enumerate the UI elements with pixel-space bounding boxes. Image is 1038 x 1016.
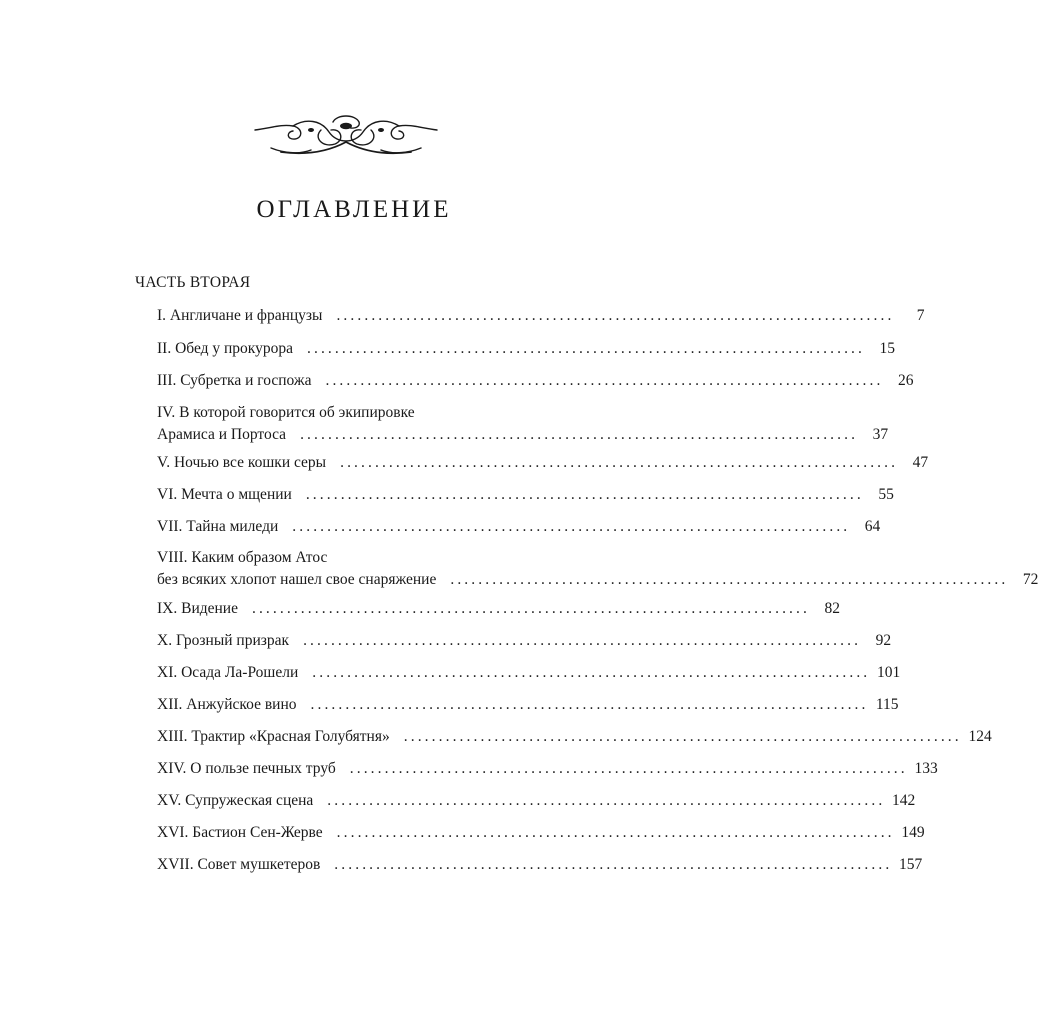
- entry-title: XI. Осада Ла-Рошели: [157, 664, 299, 681]
- entry-page-number: 115: [875, 696, 899, 713]
- entry-title: Арамиса и Портоса: [157, 426, 287, 443]
- entry-title: III. Субретка и госпожа: [157, 372, 312, 389]
- entry-title-line-1: VIII. Каким образом Атос: [157, 549, 328, 566]
- entry-page-number: 133: [914, 760, 938, 777]
- entry-title: XIV. О пользе печных труб: [157, 760, 336, 777]
- entry-page-number: 92: [875, 632, 892, 649]
- dot-leader: ................................................................................: [340, 454, 899, 471]
- entry-title: VII. Тайна миледи: [157, 518, 279, 535]
- entry-title: XIII. Трактир «Красная Голубятня»: [157, 728, 390, 745]
- dot-leader: ................................................................................: [334, 856, 893, 873]
- entry-page-number: 64: [864, 518, 881, 535]
- dot-leader: ................................................................................: [450, 571, 1009, 588]
- entry-title: XV. Супружеская сцена: [157, 792, 314, 809]
- flourish-ornament-icon: [251, 108, 441, 158]
- dot-leader: ................................................................................: [327, 792, 886, 809]
- toc-entry: [157, 370, 914, 392]
- entry-title: X. Грозный призрак: [157, 632, 290, 649]
- dot-leader: ................................................................................: [325, 372, 884, 389]
- entry-title: VI. Мечта о мщении: [157, 486, 292, 503]
- toc-entry: [157, 726, 992, 748]
- toc-entry: [157, 402, 889, 446]
- entry-page-number: 15: [879, 340, 895, 357]
- toc-entry: [157, 305, 925, 327]
- entry-page-number: 47: [912, 454, 929, 471]
- toc-entry: [157, 630, 892, 652]
- entry-page-number: 149: [901, 824, 925, 841]
- dot-leader: ................................................................................: [305, 486, 864, 503]
- dot-leader: ................................................................................: [251, 600, 810, 617]
- entry-page-number: 55: [878, 486, 894, 503]
- toc-entry: [157, 452, 929, 474]
- entry-title: IX. Видение: [157, 600, 238, 617]
- entry-title: XII. Анжуйское вино: [157, 696, 297, 713]
- entry-title: V. Ночью все кошки серы: [157, 454, 327, 471]
- entry-page-number: 124: [968, 728, 992, 745]
- page-title: ОГЛАВЛЕНИЕ: [256, 196, 452, 223]
- toc-entry: [157, 516, 881, 538]
- part-heading: ЧАСТЬ ВТОРАЯ: [135, 274, 251, 291]
- toc-entry: [157, 484, 894, 506]
- entry-page-number: 101: [877, 664, 901, 681]
- toc-entry: [157, 338, 895, 360]
- toc-entry: [157, 790, 916, 812]
- entry-page-number: 72: [1022, 571, 1038, 588]
- entry-title: без всяких хлопот нашел свое снаряжение: [157, 571, 437, 588]
- dot-leader: ................................................................................: [349, 760, 908, 777]
- toc-entry: [157, 662, 901, 684]
- dot-leader: ................................................................................: [336, 824, 895, 841]
- entry-page-number: 82: [824, 600, 840, 617]
- toc-entry: [157, 854, 923, 876]
- entry-page-number: 157: [899, 856, 923, 873]
- dot-leader: ................................................................................: [312, 664, 871, 681]
- entry-page-number: 7: [916, 307, 925, 324]
- dot-leader: ................................................................................: [336, 307, 895, 324]
- entry-title: I. Англичане и французы: [157, 307, 323, 324]
- entry-title-line-1: IV. В которой говорится об экипировке: [157, 404, 415, 421]
- dot-leader: ................................................................................: [303, 632, 862, 649]
- dot-leader: ................................................................................: [292, 518, 851, 535]
- toc-entry: [157, 822, 925, 844]
- dot-leader: ................................................................................: [403, 728, 962, 745]
- toc-entry: [157, 694, 899, 716]
- toc-entry: [157, 758, 938, 780]
- entry-page-number: 37: [872, 426, 889, 443]
- toc-entry: [157, 598, 840, 620]
- toc-entry: [157, 547, 1038, 591]
- entry-title: XVI. Бастион Сен-Жерве: [157, 824, 323, 841]
- dot-leader: ................................................................................: [307, 340, 865, 357]
- entry-title: XVII. Совет мушкетеров: [157, 856, 321, 873]
- dot-leader: ................................................................................: [310, 696, 869, 713]
- dot-leader: ................................................................................: [300, 426, 859, 443]
- entry-title: II. Обед у прокурора: [157, 340, 293, 357]
- entry-page-number: 142: [892, 792, 916, 809]
- entry-page-number: 26: [897, 372, 914, 389]
